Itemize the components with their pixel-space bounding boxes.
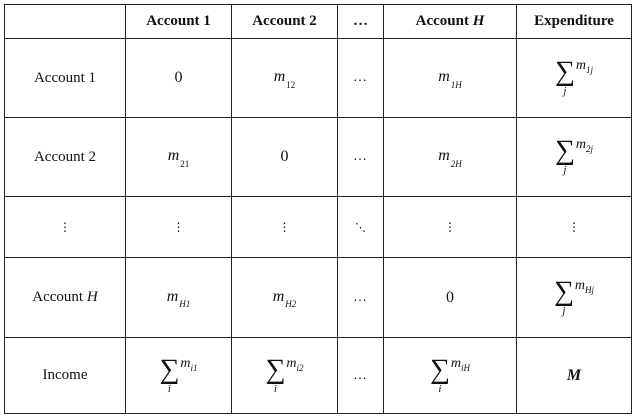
table-row-account-2 <box>5 118 632 197</box>
sum-term-sub: i1 <box>190 362 198 373</box>
header-ellipsis: … <box>338 5 384 39</box>
row-label-account-h <box>5 258 126 338</box>
row-label-income: Income <box>5 338 126 414</box>
cell-r1-c2-sub: 12 <box>286 79 296 90</box>
cell-r4-c1 <box>126 258 232 338</box>
cell-r2-c4 <box>384 118 517 197</box>
row-label-vdots: ⋮ <box>5 197 126 258</box>
row-label-account-h-var: H <box>86 289 98 305</box>
table-row-account-h <box>5 258 632 338</box>
cell-r5-ellipsis: … <box>338 338 384 414</box>
cell-r1-c4-sub: 1H <box>450 79 462 90</box>
header-account-h-var: H <box>472 13 485 29</box>
row-label-account-h-prefix: Account <box>32 289 84 305</box>
cell-r5-total-m: M <box>517 338 632 414</box>
sigma-symbol: ∑ <box>554 56 575 87</box>
cell-r2-ellipsis: … <box>338 118 384 197</box>
table-row-income <box>5 338 632 414</box>
sum-index: j <box>563 164 567 176</box>
cell-r1-expenditure-sum <box>517 39 632 118</box>
sum-term-sub: 2j <box>586 143 594 154</box>
cell-r1-c2-base: m <box>273 68 286 86</box>
cell-r2-expenditure-sum <box>517 118 632 197</box>
cell-r4-c2-base: m <box>272 287 285 305</box>
cell-r1-c4 <box>384 39 517 118</box>
social-accounting-matrix-table <box>4 4 632 414</box>
cell-r3-ddots: ⋱ <box>338 197 384 258</box>
sum-term-base: m <box>286 355 297 371</box>
cell-r1-ellipsis: … <box>338 39 384 118</box>
sum-term-base: m <box>574 277 586 293</box>
cell-r4-expenditure-sum <box>517 258 632 338</box>
cell-r4-ellipsis: … <box>338 258 384 338</box>
sigma-symbol: ∑ <box>159 353 180 385</box>
cell-r2-c4-base: m <box>438 147 450 165</box>
cell-r2-c2: 0 <box>232 118 338 197</box>
header-row <box>5 5 632 39</box>
sum-term-base: m <box>450 355 462 371</box>
sum-term-sub: iH <box>461 362 471 373</box>
sum-term-sub: Hj <box>585 284 595 295</box>
table-row-account-1 <box>5 39 632 118</box>
sum-index: j <box>562 304 566 317</box>
sum-term-sub: i2 <box>296 362 304 373</box>
header-account-1: Account 1 <box>126 5 232 39</box>
header-account-2: Account 2 <box>232 5 338 39</box>
sum-index: i <box>273 382 277 395</box>
header-expenditure: Expenditure <box>517 5 632 39</box>
cell-r5-c2-income-sum <box>232 338 338 414</box>
sum-term-base: m <box>575 137 587 152</box>
cell-r2-c4-sub: 2H <box>450 158 462 169</box>
cell-r4-c4: 0 <box>384 258 517 338</box>
cell-r4-c2-sub: H2 <box>285 299 297 310</box>
cell-r3-c4: ⋮ <box>384 197 517 258</box>
header-account-h-prefix: Account <box>415 13 469 29</box>
sum-index: j <box>563 85 567 97</box>
sigma-symbol: ∑ <box>265 353 286 385</box>
row-label-account-2: Account 2 <box>5 118 126 197</box>
cell-r1-c4-base: m <box>438 68 450 86</box>
cell-r2-c1 <box>126 118 232 197</box>
cell-r5-c1-income-sum <box>126 338 232 414</box>
sum-index: i <box>438 382 442 395</box>
sum-term-base: m <box>180 355 191 371</box>
sigma-symbol: ∑ <box>554 135 575 166</box>
sum-term-sub: 1j <box>586 64 594 75</box>
cell-r4-c1-base: m <box>166 287 179 305</box>
sum-term-base: m <box>575 58 587 73</box>
cell-r1-c2 <box>232 39 338 118</box>
table-row-ellipsis <box>5 197 632 258</box>
header-corner-cell <box>5 5 126 39</box>
cell-r2-c1-base: m <box>167 147 180 165</box>
sum-index: i <box>167 382 171 395</box>
cell-r5-c4-income-sum <box>384 338 517 414</box>
cell-r2-c1-sub: 21 <box>180 158 190 169</box>
cell-r4-c1-sub: H1 <box>179 299 191 310</box>
cell-r3-c2: ⋮ <box>232 197 338 258</box>
header-account-h <box>384 5 517 39</box>
cell-r3-c1: ⋮ <box>126 197 232 258</box>
cell-r3-c5: ⋮ <box>517 197 632 258</box>
sigma-symbol: ∑ <box>553 275 574 307</box>
cell-r1-c1: 0 <box>126 39 232 118</box>
row-label-account-1: Account 1 <box>5 39 126 118</box>
sigma-symbol: ∑ <box>429 353 450 385</box>
cell-r4-c2 <box>232 258 338 338</box>
